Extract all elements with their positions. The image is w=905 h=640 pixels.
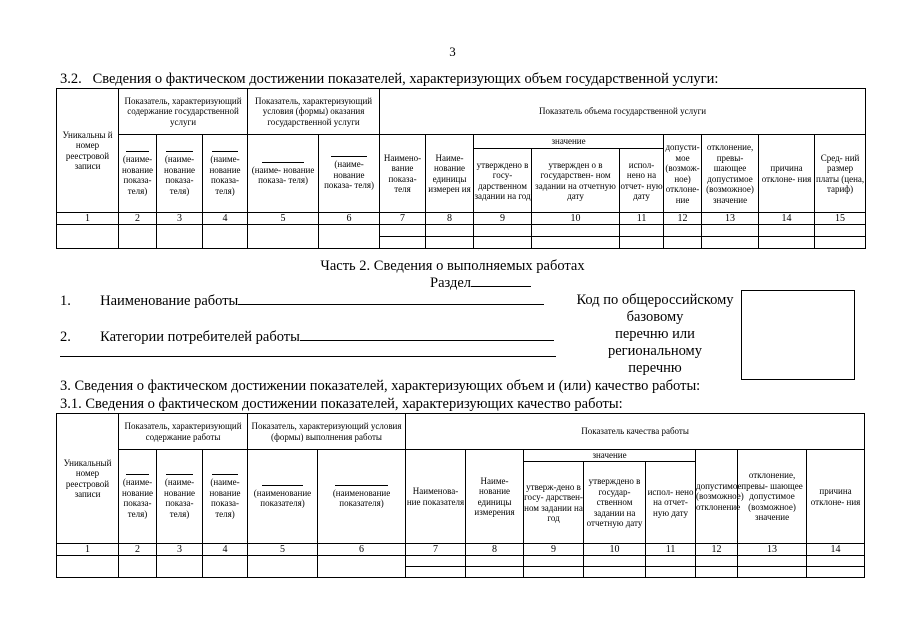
header-quality-group: Показатель качества работы xyxy=(406,414,865,450)
work-name-blank xyxy=(238,292,544,305)
col-num: 12 xyxy=(696,544,738,556)
header-indicator-4: (наиме- нование показа- теля) xyxy=(203,450,248,544)
header-indicator-3: (наиме- нование показа- теля) xyxy=(157,135,203,213)
header-name: Наименова- ние показателя xyxy=(406,450,466,544)
header-allowed: допустимое (возможное) отклонение xyxy=(696,450,738,544)
header-reason: причина отклоне- ния xyxy=(759,135,815,213)
col-num: 15 xyxy=(815,213,866,225)
header-conditions-group: Показатель, характеризующий условия (формы) оказания государственной услуги xyxy=(248,89,380,135)
work-name-line xyxy=(60,292,544,310)
col-num: 10 xyxy=(532,213,620,225)
col-num: 8 xyxy=(466,544,524,556)
part2-title: Часть 2. Сведения о выполняемых работах xyxy=(320,258,585,274)
section-3-2-number: 3.2. xyxy=(60,71,82,87)
header-conditions-group: Показатель, характеризующий условия (формы) выполнения работы xyxy=(248,414,406,450)
col-num: 8 xyxy=(426,213,474,225)
col-num: 7 xyxy=(380,213,426,225)
section-3-title: 3. Сведения о фактическом достижении показателей, характеризующих объем и (или) качество работы: xyxy=(60,378,701,394)
col-num: 1 xyxy=(57,544,119,556)
header-volume-group: Показатель объема государственной услуги xyxy=(380,89,866,135)
col-num: 9 xyxy=(524,544,584,556)
col-num: 6 xyxy=(318,544,406,556)
col-num: 14 xyxy=(807,544,865,556)
code-label: Код по общероссийскому базовому перечню или региональному перечню xyxy=(576,292,734,376)
col-num: 5 xyxy=(248,544,318,556)
consumers-line xyxy=(60,328,554,346)
table-row xyxy=(57,556,865,567)
header-indicator-5: (наиме- нование показа- теля) xyxy=(248,135,319,213)
consumers-blank xyxy=(300,328,554,341)
razdel-line xyxy=(430,274,531,292)
col-num: 11 xyxy=(620,213,664,225)
page-number: 3 xyxy=(449,44,456,59)
header-approved-year: утверждено в госу- дарственном задании на год xyxy=(474,149,532,213)
header-allowed: допусти- мое (возмож- ное) отклоне- ние xyxy=(664,135,702,213)
work-name-label: Наименование работы xyxy=(100,293,239,309)
header-indicator-2: (наиме- нование показа- теля) xyxy=(119,135,157,213)
header-indicator-6: (наименование показателя) xyxy=(318,450,406,544)
col-num: 10 xyxy=(584,544,646,556)
header-approved-year: утверж-дено в госу- дарствен- ном задании на год xyxy=(524,462,584,544)
section-3-2-heading: Сведения о фактическом достижении показателей, характеризующих объем государственной услуги: xyxy=(92,71,719,87)
header-content-group: Показатель, характеризующий содержание государственной услуги xyxy=(119,89,248,135)
col-num: 13 xyxy=(702,213,759,225)
header-unique-number: Уникальны й номер реестровой записи xyxy=(57,89,119,213)
col-num: 3 xyxy=(157,213,203,225)
section-3-2-title xyxy=(60,71,718,88)
header-deviation: отклонение, превы- шающее допустимое (возможное) значение xyxy=(702,135,759,213)
col-num: 5 xyxy=(248,213,319,225)
col-num: 9 xyxy=(474,213,532,225)
header-indicator-2: (наиме- нование показа- теля) xyxy=(119,450,157,544)
col-num: 11 xyxy=(646,544,696,556)
column-numbers-row xyxy=(57,544,865,556)
consumers-label: Категории потребителей работы xyxy=(100,329,300,345)
col-num: 7 xyxy=(406,544,466,556)
quality-table xyxy=(56,413,865,578)
col-num: 13 xyxy=(738,544,807,556)
header-indicator-4: (наиме- нование показа- теля) xyxy=(203,135,248,213)
header-deviation: отклонение, превы- шающее допустимое (возможное) значение xyxy=(738,450,807,544)
column-numbers-row xyxy=(57,213,866,225)
col-num: 2 xyxy=(119,213,157,225)
section-3-1-title: 3.1. Сведения о фактическом достижении показателей, характеризующих качество работы: xyxy=(60,396,623,412)
header-content-group: Показатель, характеризующий содержание работы xyxy=(119,414,248,450)
col-num: 3 xyxy=(157,544,203,556)
header-unique-number: Уникальный номер реестровой записи xyxy=(57,414,119,544)
code-box[interactable] xyxy=(741,290,855,380)
item2-number: 2. xyxy=(60,329,71,345)
col-num: 4 xyxy=(203,544,248,556)
header-value-group: значение xyxy=(524,450,696,462)
header-unit: Наиме- нование единицы измерен ия xyxy=(426,135,474,213)
header-executed: испол- нено на отчет- ную дату xyxy=(646,462,696,544)
header-avg-price: Сред- ний размер платы (цена, тариф) xyxy=(815,135,866,213)
col-num: 6 xyxy=(319,213,380,225)
header-approved-date: утверждено в государ- ственном задании на отчетную дату xyxy=(584,462,646,544)
header-approved-date: утвержден о в государствен- ном задании на отчетную дату xyxy=(532,149,620,213)
header-executed: испол- нено на отчет- ную дату xyxy=(620,149,664,213)
header-value-group: значение xyxy=(474,135,664,149)
header-name: Наимено- вание показа- теля xyxy=(380,135,426,213)
col-num: 14 xyxy=(759,213,815,225)
header-indicator-5: (наименование показателя) xyxy=(248,450,318,544)
razdel-blank xyxy=(471,274,531,287)
razdel-label: Раздел xyxy=(430,275,472,291)
header-unit: Наиме- нование единицы измерения xyxy=(466,450,524,544)
header-indicator-6: (наиме- нование показа- теля) xyxy=(319,135,380,213)
header-indicator-3: (наиме- нование показа- теля) xyxy=(157,450,203,544)
item1-number: 1. xyxy=(60,293,71,309)
table-row xyxy=(57,225,866,237)
col-num: 1 xyxy=(57,213,119,225)
consumers-blank-2 xyxy=(60,356,556,357)
col-num: 12 xyxy=(664,213,702,225)
col-num: 4 xyxy=(203,213,248,225)
volume-table xyxy=(56,88,866,249)
col-num: 2 xyxy=(119,544,157,556)
header-reason: причина отклоне- ния xyxy=(807,450,865,544)
